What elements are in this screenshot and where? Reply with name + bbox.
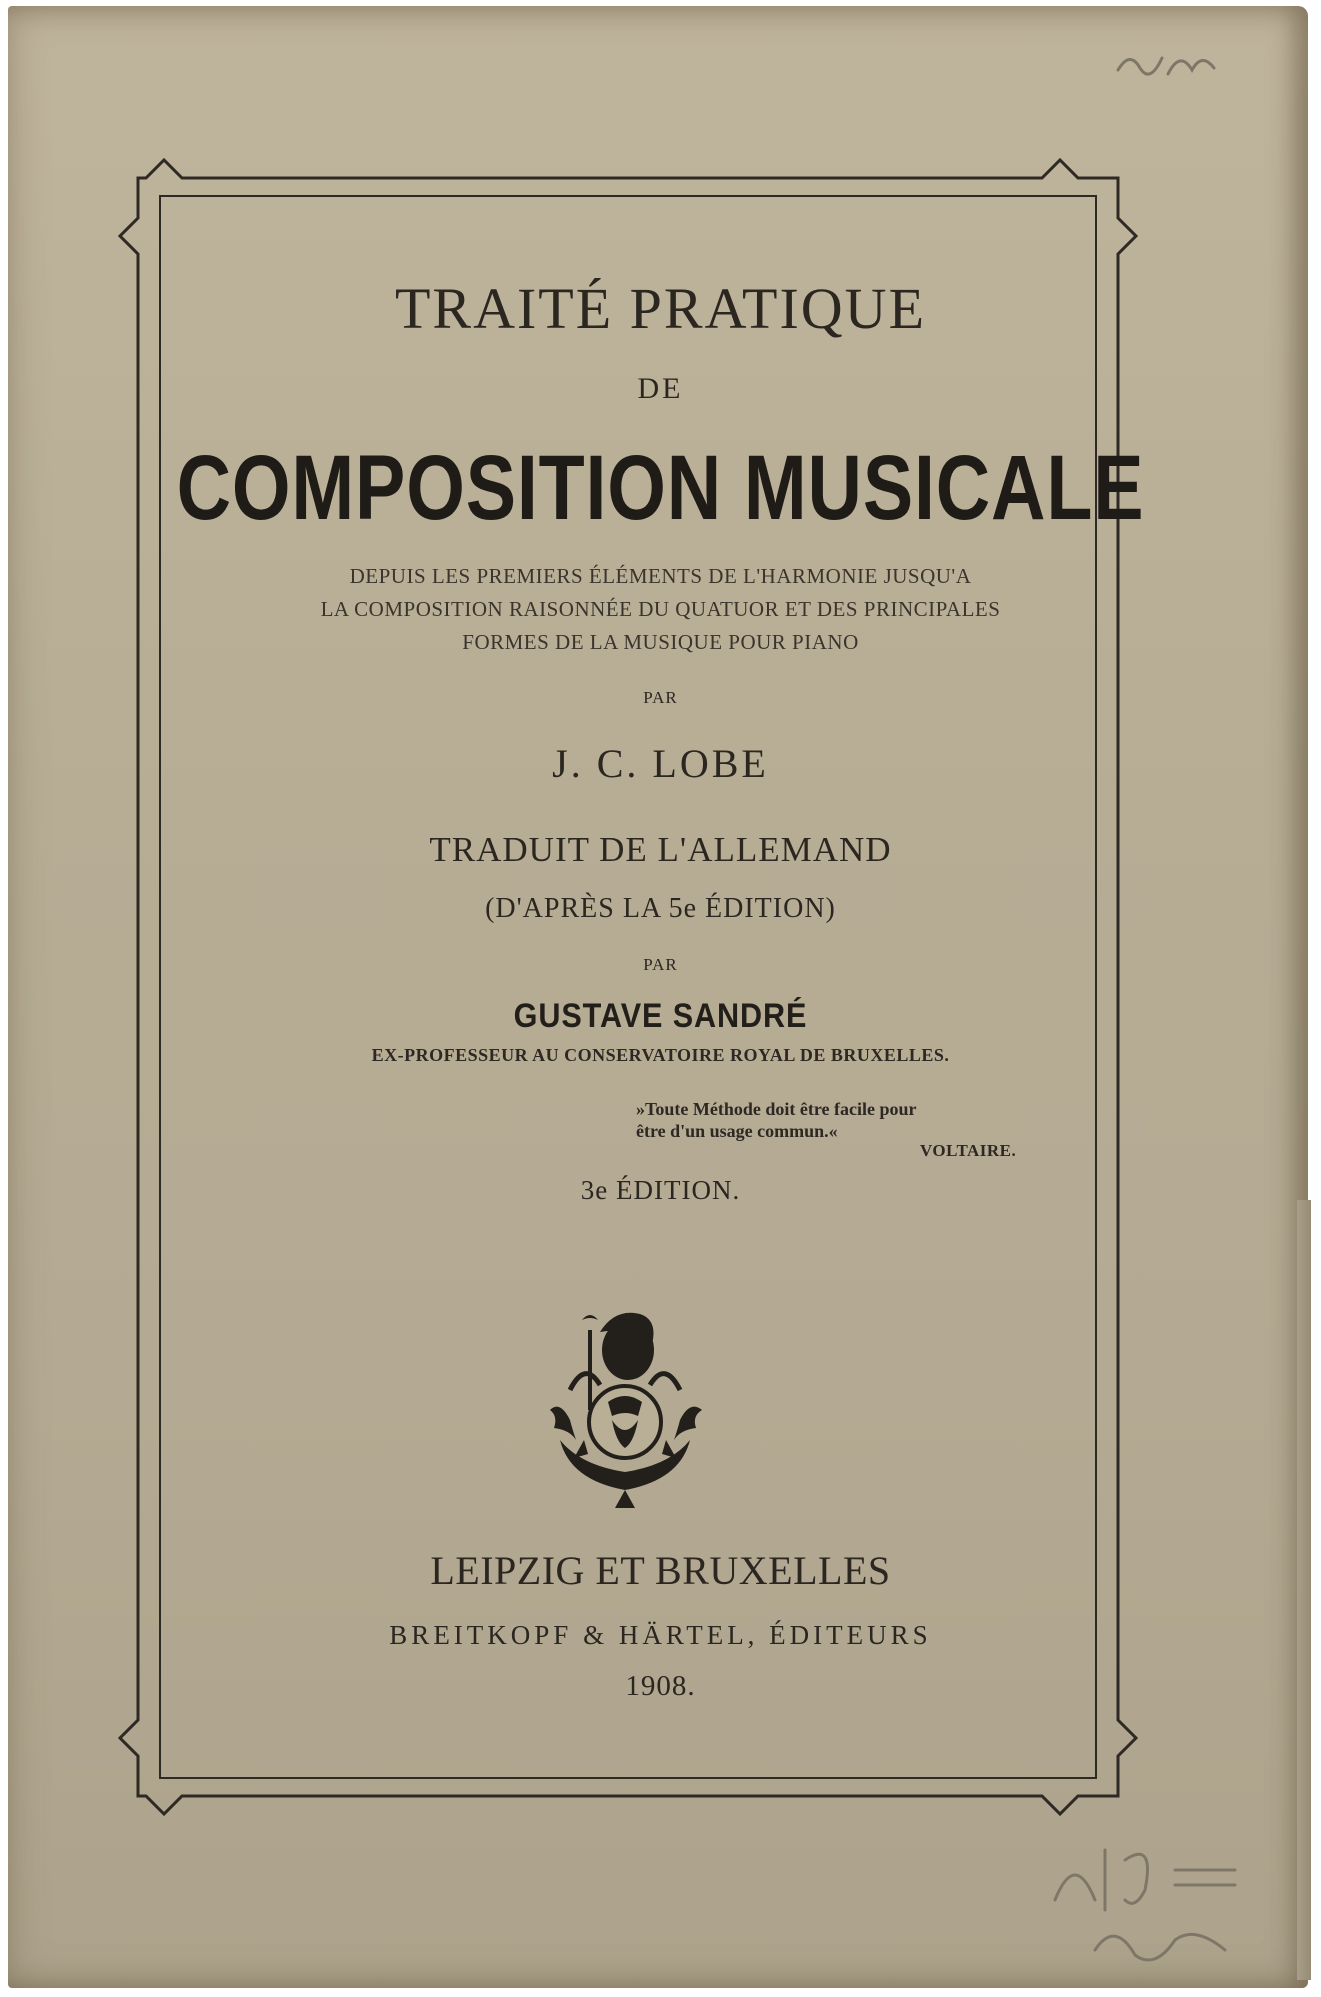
publisher-city: LEIPZIG ET BRUXELLES [430,1548,891,1593]
main-title: COMPOSITION MUSICALE [176,437,1145,539]
translator-name: GUSTAVE SANDRÉ [513,997,808,1035]
publisher-name: BREITKOPF & HÄRTEL, ÉDITEURS [389,1620,932,1650]
title-line-2: DE [637,372,684,405]
subtitle-line-2: LA COMPOSITION RAISONNÉE DU QUATUOR ET DES PRINCIPALES [320,597,1001,621]
epigraph [636,1098,1036,1142]
publisher-emblem-icon [530,1290,720,1510]
author-name: J. C. LOBE [552,741,769,786]
par-label-2: PAR [643,955,678,974]
publication-year: 1908. [625,1670,696,1702]
edition-number: 3e ÉDITION. [580,1175,741,1205]
edition-source: (D'APRÈS LA 5e ÉDITION) [485,893,836,924]
translator-title: EX-PROFESSEUR AU CONSERVATOIRE ROYAL DE BRUXELLES. [371,1045,950,1065]
par-label-1: PAR [643,688,678,707]
epigraph-line-2: être d'un usage commun.« [636,1121,838,1141]
translation-line: TRADUIT DE L'ALLEMAND [429,830,892,869]
pencil-annotation-icon [1035,1830,1245,1980]
epigraph-line-1: »Toute Méthode doit être facile pour [636,1099,917,1119]
subtitle-line-3: FORMES DE LA MUSIQUE POUR PIANO [462,630,859,654]
pencil-mark-icon [1110,40,1220,90]
subtitle-line-1: DEPUIS LES PREMIERS ÉLÉMENTS DE L'HARMONIE JUSQU'A [349,564,972,588]
epigraph-author: VOLTAIRE. [920,1141,1017,1160]
title-line-1: TRAITÉ PRATIQUE [394,276,926,341]
